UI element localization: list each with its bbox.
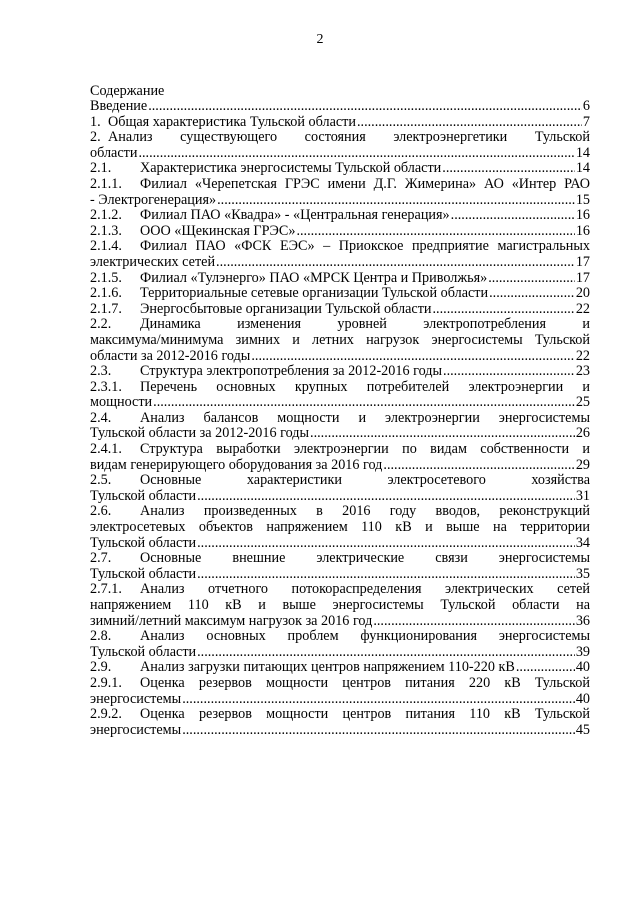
toc-entry-page: 17: [575, 269, 590, 286]
toc-entry-text: Структура выработки электроэнергии по видам собственности и: [140, 441, 590, 458]
toc-entry-text: Анализ балансов мощности и электроэнергии энергосистемы: [140, 409, 590, 426]
toc-entry-page: 34: [575, 534, 590, 551]
toc-entry-page: 22: [575, 347, 590, 364]
toc-entry-title: Тульской области: [90, 487, 197, 504]
toc-entry-line: напряжением 110 кВ и выше энергосистемы Тульской области на: [90, 597, 590, 613]
toc-entry-line: [90, 411, 590, 427]
toc-entry-number: 2.7.1.: [90, 581, 122, 598]
toc-entry-page: 40: [575, 690, 590, 707]
toc-entry-page: 14: [575, 160, 590, 177]
dot-leader: [217, 193, 575, 209]
toc-entry-text: Филиал ПАО «ФСК ЕЭС» – Приокское предприятие магистральных: [140, 238, 590, 255]
toc-entry[interactable]: [90, 161, 590, 177]
toc-entry-text: Анализ отчетного потокораспределения электрических сетей: [140, 581, 590, 598]
toc-entry[interactable]: [90, 177, 590, 208]
toc-entry-title: ООО «Щекинская ГРЭС»: [140, 222, 296, 239]
toc-entry-title: Тульской области: [90, 565, 197, 582]
toc-entry-number: 2.5.: [90, 472, 112, 489]
toc-entry[interactable]: [90, 239, 590, 270]
dot-leader: [357, 115, 582, 131]
toc-entry-page: 22: [575, 300, 590, 317]
toc-entry-line: [90, 504, 590, 520]
toc-entry-title: Введение: [90, 98, 148, 114]
toc-entry-text: Анализ основных проблем функционирования энергосистемы: [140, 628, 590, 645]
toc-entry-title: Общая характеристика Тульской области: [108, 113, 356, 130]
toc-entry[interactable]: [90, 442, 590, 473]
toc-entry-text: Динамика изменения уровней электропотребления и: [140, 316, 590, 333]
toc-entry-number: 2.9.2.: [90, 706, 122, 723]
toc-entry-page: 36: [575, 612, 590, 629]
dot-leader: [451, 208, 575, 224]
toc-entry-number: 2.2.: [90, 316, 112, 333]
toc-entry-title: Тульской области за 2012-2016 годы: [90, 425, 310, 442]
dot-leader: [443, 364, 575, 380]
dot-leader: [489, 286, 575, 302]
toc-entry[interactable]: [90, 504, 590, 551]
toc-entry-page: 20: [575, 285, 590, 302]
toc-entry-number: 2.9.: [90, 659, 112, 676]
toc-entry-number: 2.1.7.: [90, 300, 122, 317]
toc-entry-number: 2.1.4.: [90, 238, 122, 255]
dot-leader: [251, 349, 574, 365]
toc-entry-text: Анализ существующего состояния электроэнергетики Тульской: [108, 129, 590, 146]
dot-leader: [182, 723, 575, 739]
toc-entry[interactable]: [90, 271, 590, 287]
toc-entry-number: 2.1.3.: [90, 222, 122, 239]
toc-entry[interactable]: [90, 208, 590, 224]
toc-entry-page: 39: [575, 643, 590, 660]
dot-leader: [488, 271, 575, 287]
toc-entry-title: Тульской области: [90, 534, 197, 551]
toc-entry[interactable]: [90, 317, 590, 364]
toc-entry-title: энергосистемы: [90, 721, 182, 738]
dot-leader: [373, 614, 574, 630]
toc-entry-text: Основные характеристики электросетевого хозяйства: [140, 472, 590, 489]
dot-leader: [442, 161, 575, 177]
toc-entry-title: Территориальные сетевые организации Тульской области: [140, 285, 489, 302]
toc-entry-number: 2.1.6.: [90, 285, 122, 302]
toc-entry-title: энергосистемы: [90, 690, 182, 707]
dot-leader: [138, 146, 574, 162]
toc-entry-text: Оценка резервов мощности центров питания 110 кВ Тульской: [140, 706, 590, 723]
toc-entry-page: 14: [575, 144, 590, 161]
toc-entry-number: 2.8.: [90, 628, 112, 645]
toc-entry-number: 1.: [90, 113, 101, 130]
dot-leader: [433, 302, 575, 318]
dot-leader: [383, 458, 574, 474]
toc-entry-line: [90, 130, 590, 146]
toc-entry-line: [90, 551, 590, 567]
toc-entry-text: Анализ произведенных в 2016 году вводов, реконструкций: [140, 503, 590, 520]
toc-entry-page: 25: [575, 394, 590, 411]
toc-entry-text: Перечень основных крупных потребителей электроэнергии и: [140, 378, 590, 395]
toc-entry-number: 2.1.2.: [90, 207, 122, 224]
toc-entry[interactable]: [90, 302, 590, 318]
dot-leader: [216, 255, 575, 271]
toc-entry[interactable]: [90, 582, 590, 629]
toc-entry-page: 16: [575, 222, 590, 239]
toc-entry-line: [90, 629, 590, 645]
toc-entry-page: 40: [575, 659, 590, 676]
toc-entry-page: 16: [575, 207, 590, 224]
toc-entry-title: Энергосбытовые организации Тульской области: [140, 300, 432, 317]
toc-entry[interactable]: [90, 473, 590, 504]
dot-leader: [148, 99, 582, 115]
toc-entry[interactable]: [90, 99, 590, 115]
toc-entry-number: 2.1.5.: [90, 269, 122, 286]
toc-entry-page: 15: [575, 191, 590, 208]
toc-entry-page: 23: [575, 363, 590, 380]
toc-entry-text: Оценка резервов мощности центров питания 220 кВ Тульской: [140, 674, 590, 691]
toc-entry-line: [90, 442, 590, 458]
toc-entry-number: 2.3.1.: [90, 378, 122, 395]
toc-entry[interactable]: [90, 130, 590, 161]
toc-entry-title: Тульской области: [90, 643, 197, 660]
toc-entry-page: 35: [575, 565, 590, 582]
toc-entry-title: видам генерирующего оборудования за 2016 год: [90, 456, 383, 473]
toc-entry-line: электросетевых объектов напряжением 110 кВ и выше на территории: [90, 519, 590, 536]
dot-leader: [197, 489, 575, 505]
toc-entry-page: 31: [575, 487, 590, 504]
toc-entry[interactable]: [90, 115, 590, 131]
toc-entry-line: [90, 177, 590, 193]
toc-entry-line: [90, 239, 590, 255]
toc-entry-number: 2.3.: [90, 363, 112, 380]
toc-entry-number: 2.: [90, 129, 101, 146]
toc-entry[interactable]: [90, 286, 590, 302]
toc-entry-title: Структура электропотребления за 2012-2016 годы: [140, 363, 443, 380]
toc-entry-number: 2.6.: [90, 503, 112, 520]
toc-entry-number: 2.1.1.: [90, 175, 122, 192]
toc-entry[interactable]: [90, 660, 590, 676]
toc-entry-line: [90, 582, 590, 598]
toc-entry-number: 2.9.1.: [90, 674, 122, 691]
toc-entry-text: Основные внешние электрические связи энергосистемы: [140, 550, 590, 567]
dot-leader: [153, 395, 575, 411]
toc-entry-line: [90, 317, 590, 333]
toc-entry-page: 45: [575, 721, 590, 738]
toc-entry-number: 2.7.: [90, 550, 112, 567]
toc-entry[interactable]: [90, 364, 590, 380]
dot-leader: [516, 660, 575, 676]
toc-entry-line: [90, 473, 590, 489]
toc-entry-title: - Электрогенерация»: [90, 191, 217, 208]
toc-heading: Содержание: [90, 83, 165, 99]
toc-entry[interactable]: [90, 224, 590, 240]
toc-entry-title: Анализ загрузки питающих центров напряжением 110-220 кВ: [140, 659, 515, 676]
toc-entry-page: 6: [582, 98, 590, 114]
dot-leader: [182, 692, 575, 708]
toc-entry-page: 26: [575, 425, 590, 442]
toc-entry-title: Филиал «Тулэнерго» ПАО «МРСК Центра и Приволжья»: [140, 269, 488, 286]
dot-leader: [197, 536, 575, 552]
toc-entry[interactable]: [90, 629, 590, 660]
toc-entry-title: области: [90, 144, 138, 161]
toc-entry-title: зимний/летний максимум нагрузок за 2016 год: [90, 612, 373, 629]
toc-entry-title: электрических сетей: [90, 253, 216, 270]
toc-entry-page: 7: [582, 113, 590, 130]
toc-entry-title: Филиал ПАО «Квадра» - «Центральная генерация»: [140, 207, 450, 224]
toc-entry[interactable]: [90, 411, 590, 442]
dot-leader: [296, 224, 574, 240]
toc-entry[interactable]: [90, 676, 590, 707]
toc-entry-line: [90, 707, 590, 723]
toc-entry-line: максимума/минимума зимних и летних нагрузок энергосистемы Тульской: [90, 331, 590, 348]
toc-entry-number: 2.4.: [90, 409, 112, 426]
toc-entry-line: [90, 380, 590, 396]
toc-entry-number: 2.1.: [90, 160, 112, 177]
page-number: 2: [316, 32, 324, 47]
toc-entry-page: 17: [575, 253, 590, 270]
dot-leader: [197, 645, 575, 661]
toc-entry-number: 2.4.1.: [90, 441, 122, 458]
toc-entry[interactable]: [90, 707, 590, 738]
toc-entry[interactable]: [90, 551, 590, 582]
toc-entry-title: области за 2012-2016 годы: [90, 347, 251, 364]
dot-leader: [197, 567, 575, 583]
toc-entry-text: Филиал «Черепетская ГРЭС имени Д.Г. Жимерина» АО «Интер РАО: [140, 175, 590, 192]
toc-entry-line: [90, 676, 590, 692]
toc-entry-title: мощности: [90, 394, 153, 411]
toc-entry-title: Характеристика энергосистемы Тульской области: [140, 160, 442, 177]
toc-entry[interactable]: [90, 380, 590, 411]
table-of-contents: [90, 99, 590, 738]
dot-leader: [310, 426, 575, 442]
toc-entry-page: 29: [575, 456, 590, 473]
